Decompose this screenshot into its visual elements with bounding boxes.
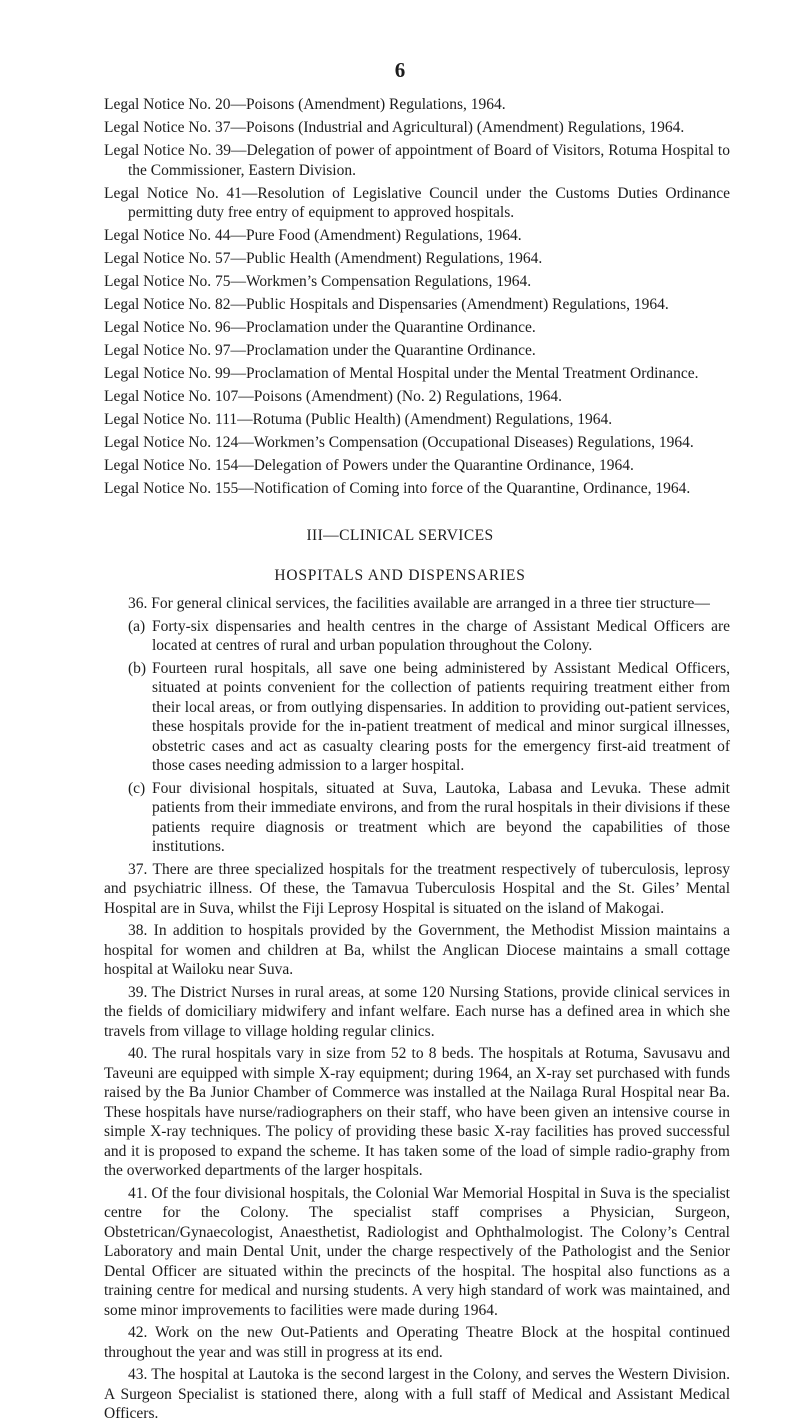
page-number: 6 (394, 58, 406, 82)
paragraph-36b-text: Fourteen rural hospitals, all save one being administered by Assistant Medical Officers, situated at points convenient for the collection of patients requiring treatment either from their local areas, or from outlying dispensaries. In addition to providing out-patient services, these hospitals provide for the in-patient treatment of medical and minor surgical illnesses, obstetric cases and act as casualty clearing posts for the emergency first-aid treatment of those cases needing admission to a larger hospital. (152, 659, 730, 774)
legal-notice-39: Legal Notice No. 39—Delegation of power of appointment of Board of Visitors, Rotuma Hospital to the Commissioner, Eastern Division. (104, 142, 730, 179)
paragraph-36a (104, 617, 730, 656)
paragraph-38: 38. In addition to hospitals provided by the Government, the Methodist Mission maintains a hospital for women and children at Ba, whilst the Anglican Diocese maintains a small cottage hospital at Wailoku near Suva. (104, 922, 730, 978)
legal-notice-20: Legal Notice No. 20—Poisons (Amendment) Regulations, 1964. (104, 96, 506, 113)
paragraph-40: 40. The rural hospitals vary in size from 52 to 8 beds. The hospitals at Rotuma, Savusavu and Taveuni are equipped with simple X-ray equipment; during 1964, an X-ray set purchased with funds raised by the Ba Junior Chamber of Commerce was installed at the Nailaga Rural Hospital near Ba. These hospitals have nurse/radiographers on their staff, who have been given an intensive course in simple X-ray techniques. The policy of providing these basic X-ray facilities has proved successful and it is proposed to expand the scheme. It has taken some of the load of simple radio-graphy from the overworked departments of the larger hospitals. (104, 1045, 730, 1179)
paragraph-41: 41. Of the four divisional hospitals, the Colonial War Memorial Hospital in Suva is the specialist centre for the Colony. The specialist staff comprises a Physician, Surgeon, Obstetrican/Gynaecologist, Anaesthetist, Radiologist and Ophthalmologist. The Colony’s Central Laboratory and main Dental Unit, under the charge respectively of the Pathologist and the Senior Dental Officer are situated within the precincts of the hospital. The hospital also functions as a training centre for medical and nursing students. A very high standard of work was maintained, and some minor improvements to facilities were made during 1964. (104, 1184, 730, 1319)
legal-notice-44: Legal Notice No. 44—Pure Food (Amendment) Regulations, 1964. (104, 227, 522, 244)
legal-notice-111: Legal Notice No. 111—Rotuma (Public Health) (Amendment) Regulations, 1964. (104, 411, 613, 428)
paragraph-37: 37. There are three specialized hospitals for the treatment respectively of tuberculosis, leprosy and psychiatric illness. Of these, the Tamavua Tuberculosis Hospital and the St. Giles’ Mental Hospital are in Suva, whilst the Fiji Leprosy Hospital is situated on the island of Makogai. (104, 860, 730, 917)
paragraph-36c-text: Four divisional hospitals, situated at Suva, Lautoka, Labasa and Levuka. These admit patients from their immediate environs, and from the rural hospitals in their divisions if these patients require diagnosis or treatment which are beyond the capabilities of those institutions. (152, 779, 730, 855)
paragraph-43: 43. The hospital at Lautoka is the second largest in the Colony, and serves the Western Division. A Surgeon Specialist is stationed there, along with a full staff of Medical and Assistant Medical Officers. (104, 1366, 730, 1422)
legal-notice-82: Legal Notice No. 82—Public Hospitals and Dispensaries (Amendment) Regulations, 1964. (104, 296, 669, 313)
legal-notice-107: Legal Notice No. 107—Poisons (Amendment) (No. 2) Regulations, 1964. (104, 388, 563, 405)
paragraph-36c (104, 779, 730, 857)
paragraph-42: 42. Work on the new Out-Patients and Operating Theatre Block at the hospital continued throughout the year and was still in progress at its end. (104, 1324, 730, 1361)
paragraph-36: 36. For general clinical services, the facilities available are arranged in a three tier structure— (128, 595, 710, 612)
legal-notice-75: Legal Notice No. 75—Workmen’s Compensation Regulations, 1964. (104, 273, 532, 290)
legal-notice-124: Legal Notice No. 124—Workmen’s Compensation (Occupational Diseases) Regulations, 1964. (104, 434, 694, 451)
legal-notice-41: Legal Notice No. 41—Resolution of Legislative Council under the Customs Duties Ordinance permitting duty free entry of equipment to approved hospitals. (104, 184, 730, 221)
item-marker-c: (c) (128, 779, 146, 797)
legal-notice-154: Legal Notice No. 154—Delegation of Powers under the Quarantine Ordinance, 1964. (104, 457, 634, 474)
paragraph-36b (104, 659, 730, 776)
item-marker-a: (a) (128, 617, 146, 635)
item-marker-b: (b) (128, 659, 147, 677)
legal-notices-list (104, 95, 730, 502)
sub-heading: HOSPITALS AND DISPENSARIES (274, 567, 526, 584)
paragraph-39: 39. The District Nurses in rural areas, at some 120 Nursing Stations, provide clinical services in the fields of domiciliary midwifery and infant welfare. Each nurse has a defined area in which she travels from village to village holding regular clinics. (104, 983, 730, 1040)
legal-notice-97: Legal Notice No. 97—Proclamation under the Quarantine Ordinance. (104, 342, 536, 359)
legal-notice-99: Legal Notice No. 99—Proclamation of Mental Hospital under the Mental Treatment Ordinance. (104, 365, 699, 382)
paragraph-36a-text: Forty-six dispensaries and health centres in the charge of Assistant Medical Officers are located at centres of rural and urban population throughout the Colony. (152, 617, 730, 654)
legal-notice-37: Legal Notice No. 37—Poisons (Industrial and Agricultural) (Amendment) Regulations, 1964. (104, 119, 685, 136)
legal-notice-96: Legal Notice No. 96—Proclamation under the Quarantine Ordinance. (104, 319, 536, 336)
legal-notice-57: Legal Notice No. 57—Public Health (Amendment) Regulations, 1964. (104, 250, 543, 267)
section-heading: III—CLINICAL SERVICES (306, 527, 494, 544)
body-text (104, 594, 730, 1427)
legal-notice-155: Legal Notice No. 155—Notification of Coming into force of the Quarantine, Ordinance, 1964. (104, 480, 691, 497)
